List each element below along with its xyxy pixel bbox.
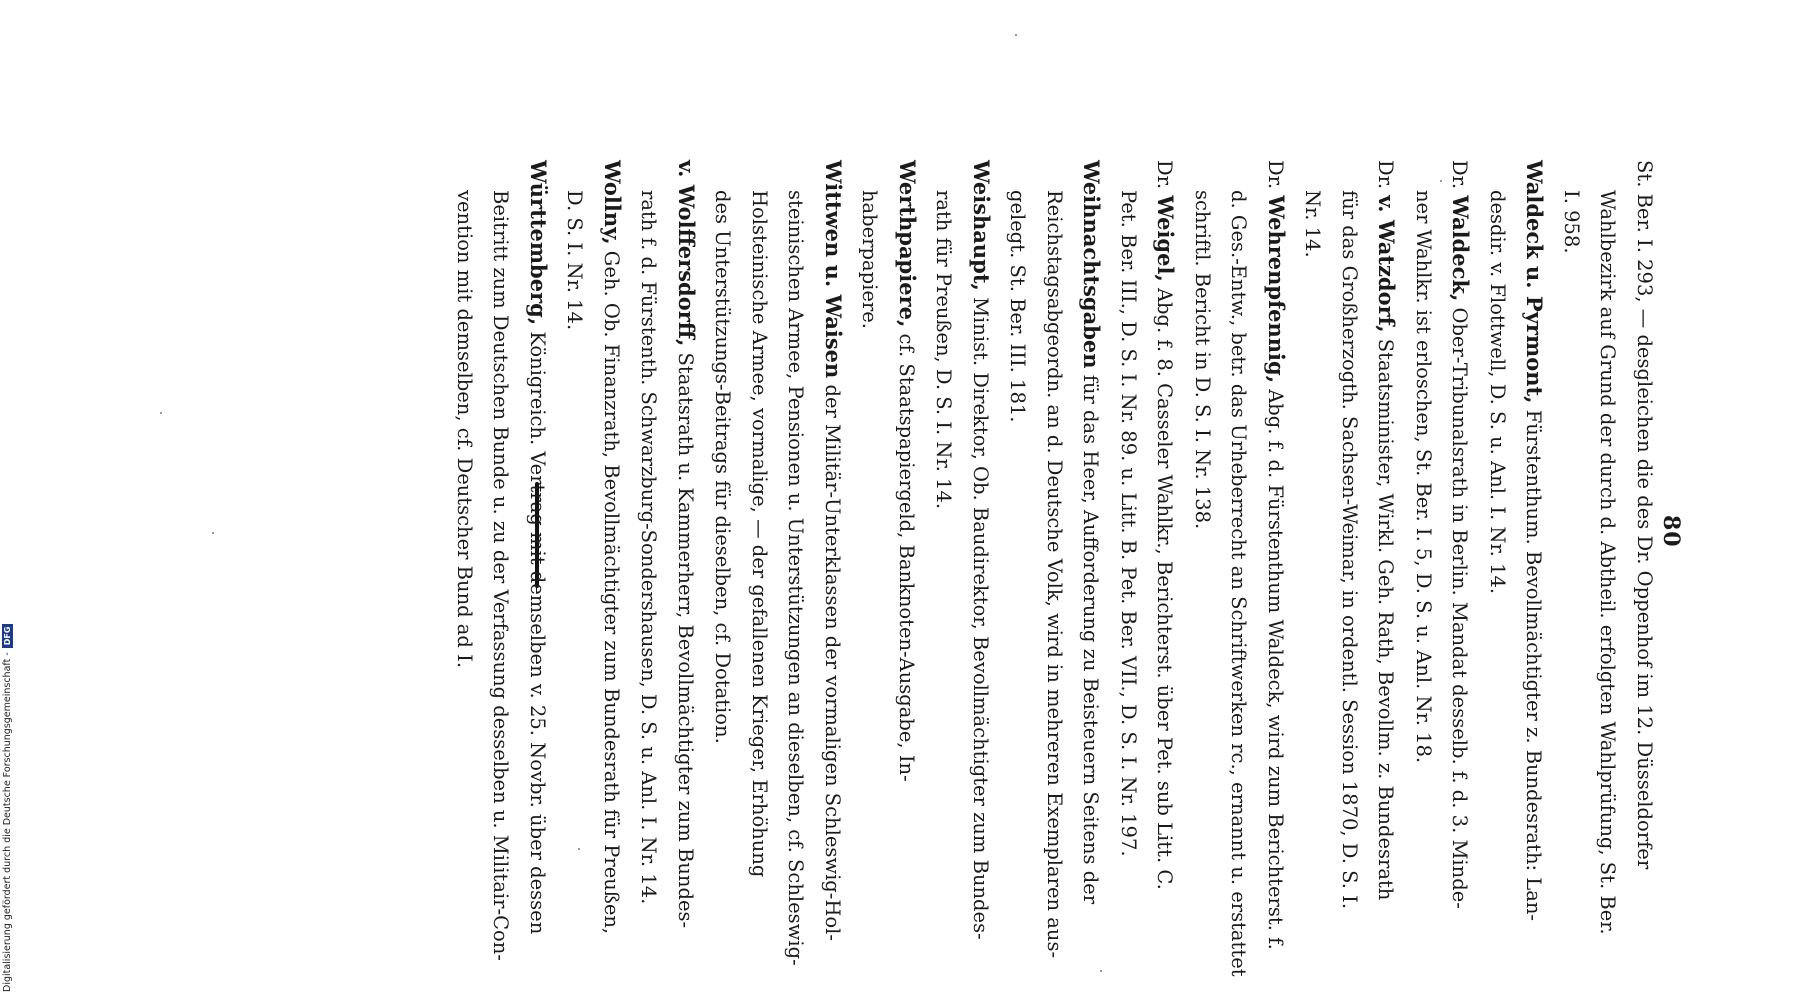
entry-line [1331,160,1368,980]
entry-line [1294,160,1331,980]
index-entry [925,160,999,980]
index-entry [851,160,925,980]
index-entry [630,160,704,980]
entry-line [741,160,778,980]
entry-text: steinischen Armee, Pensionen u. Unterstützungen an dieselben, cf. Schleswig- [784,190,808,966]
entry-line [814,160,852,980]
scan-speck [160,412,162,414]
entry-line [1367,160,1405,980]
entry-heading: Werthpapiere, [895,160,920,328]
index-entry [1184,160,1295,980]
entry-line [962,160,1000,980]
scan-speck [1015,34,1017,36]
entry-heading: Wittwen u. Waisen [821,160,846,379]
index-entry [1479,160,1553,980]
entry-line [1405,160,1442,980]
entry-text: St. Ber. I. 293, — desgleichen die des Dr. Oppenhof im 12. Düsseldorfer [1633,160,1656,870]
entry-prefix: Dr. [1153,160,1177,196]
entry-line [1441,160,1479,980]
scan-speck [212,532,214,534]
entry-line [667,160,705,980]
entry-line [1515,160,1553,980]
entry-line [1146,160,1184,980]
entry-text: rath f. d. Fürstenth. Schwarzburg-Sondershausen, D. S. u. Anl. I. Nr. 14. [637,190,661,905]
entry-text: desdir. v. Flottwell, D. S. u. Anl. I. Nr. 14. [1486,190,1509,595]
entry-text: schriftl. Bericht in D. S. I. Nr. 138. [1191,190,1214,530]
rotated-page [453,160,1684,980]
entry-text: I. 958. [1560,190,1583,254]
entry-text: Wahlbezirk auf Grund der durch d. Abtheil. erfolgten Wahlprüfung, St. Ber. [1596,190,1620,935]
entry-text: Beitritt zum Deutschen Bunde u. zu der Verfassung desselben u. Militair-Con- [489,190,513,961]
entry-text: Königreich. Vertrag mit demselben v. 25. Novbr. über dessen [526,325,549,935]
entry-text: Abg. f. 8. Casseler Wahlkr., Berichterst. über Pet. sub Litt. C. [1153,281,1177,890]
entry-text: vention mit demselben, cf. Deutscher Bund ad I. [453,190,476,669]
entry-text: cf. Staatspapiergeld, Banknoten-Ausgabe, In- [895,327,918,782]
entry-heading: Waldeck, [1448,195,1474,302]
entry-line [630,160,667,980]
entry-text: Nr. 14. [1301,190,1325,258]
entry-text: Staatsminister, Wirkl. Geh. Rath, Bevollm. z. Bundesrath [1374,332,1398,901]
entry-text: Minist. Direktor, Ob. Baudirektor, Bevollmächtigter zum Bundes- [969,290,992,940]
entry-line [556,160,593,980]
entry-line [446,160,483,980]
entry-heading: v. Wolffersdorff, [674,160,699,347]
index-entry [999,160,1110,980]
entry-text: Fürstenthum. Bevollmächtigter z. Bundesrath: Lan- [1522,403,1546,922]
page-number: 80 [1658,515,1684,548]
index-entry [446,160,557,980]
entry-heading: Weihnachtsgaben [1079,160,1105,369]
entry-heading: Waldeck u. Pyrmont, [1522,160,1548,404]
entry-line [1220,160,1257,980]
entry-text: Staatsrath u. Kammerherr, Bevollmächtigter zum Bundes- [674,346,697,929]
entry-heading: Weishaupt, [969,160,994,291]
index-entry [1294,160,1405,980]
entry-text: für das Großherzogth. Sachsen-Weimar, in ordentl. Session 1870, D. S. I. [1338,190,1361,910]
entry-line [1036,160,1073,980]
entry-prefix: Dr. [1374,160,1398,196]
entry-line [999,160,1036,980]
entry-line [1589,160,1626,980]
index-entries [446,160,1663,980]
entry-line [851,160,888,980]
entry-line [1479,160,1516,980]
entry-heading: v. Watzdorf, [1374,195,1400,333]
entry-line [1184,160,1221,980]
entry-heading: Wollny, [600,160,625,245]
entry-line [1072,160,1110,980]
entry-text: haberpapiere. [858,190,882,329]
entry-heading: Württemberg, [526,160,551,326]
entry-line [1257,160,1295,980]
entry-line [777,160,814,980]
dfg-logo: DFG [2,624,13,649]
entry-heading: Weigel, [1153,195,1179,282]
entry-text: Holsteinische Armee, vormalige, — der gefallenen Krieger, Erhöhung [748,190,771,878]
entry-line [704,160,741,980]
index-entry [704,160,851,980]
entry-line [888,160,926,980]
credit-text: Digitalisierung gefördert durch die Deutsche Forschungsgemeinschaft - [2,652,13,992]
entry-line [1553,160,1590,980]
index-entry [1110,160,1184,980]
entry-text: Reichstagsabgeordn. an d. Deutsche Volk, wird in mehreren Exemplaren aus- [1043,190,1066,959]
entry-line [593,160,631,980]
index-entry [1405,160,1479,980]
entry-text: Abg. f. d. Fürstenthum Waldeck, wird zum Berichterst. f. [1264,383,1287,950]
entry-text: gelegt. St. Ber. III. 181. [1006,190,1030,423]
entry-text: des Unterstützungs-Beitrags für dieselben, cf. Dotation. [711,190,735,744]
entry-text: d. Ges.-Entw., betr. das Urheberrecht an Schriftwerken rc., ernannt u. erstattet [1227,190,1251,977]
entry-text: D. S. I. Nr. 14. [563,190,587,331]
entry-text: rath für Preußen, D. S. I. Nr. 14. [932,190,956,510]
index-entry [1553,160,1663,980]
entry-line [1626,160,1663,980]
entry-text: ner Wahlkr. ist erloschen, St. Ber. I. 5, D. S. u. Anl. Nr. 18. [1412,190,1435,764]
entry-line [482,160,519,980]
entry-prefix: Dr. [1448,160,1472,196]
entry-heading: Wehrenpfennig, [1264,195,1289,383]
entry-line [925,160,962,980]
entry-text: Pet. Ber. III., D. S. I. Nr. 89. u. Litt. B. Pet. Ber. VII., D. S. I. Nr. 197. [1117,190,1140,857]
index-entry [556,160,630,980]
entry-text: der Militär-Unterklassen der vormaligen Schleswig-Hol- [821,378,844,941]
entry-line [1110,160,1147,980]
entry-text: für das Heer, Aufforderung zu Beisteuern Seitens der [1079,368,1103,905]
entry-text: Geh. Ob. Finanzrath, Bevollmächtigter zum Bundesrath für Preußen, [600,244,623,935]
entry-prefix: Dr. [1264,160,1287,196]
digitization-credit [0,0,22,1000]
entry-text: Ober-Tribunalsrath in Berlin. Mandat desselb. f. d. 3. Minde- [1448,301,1472,909]
entry-line [519,160,557,980]
